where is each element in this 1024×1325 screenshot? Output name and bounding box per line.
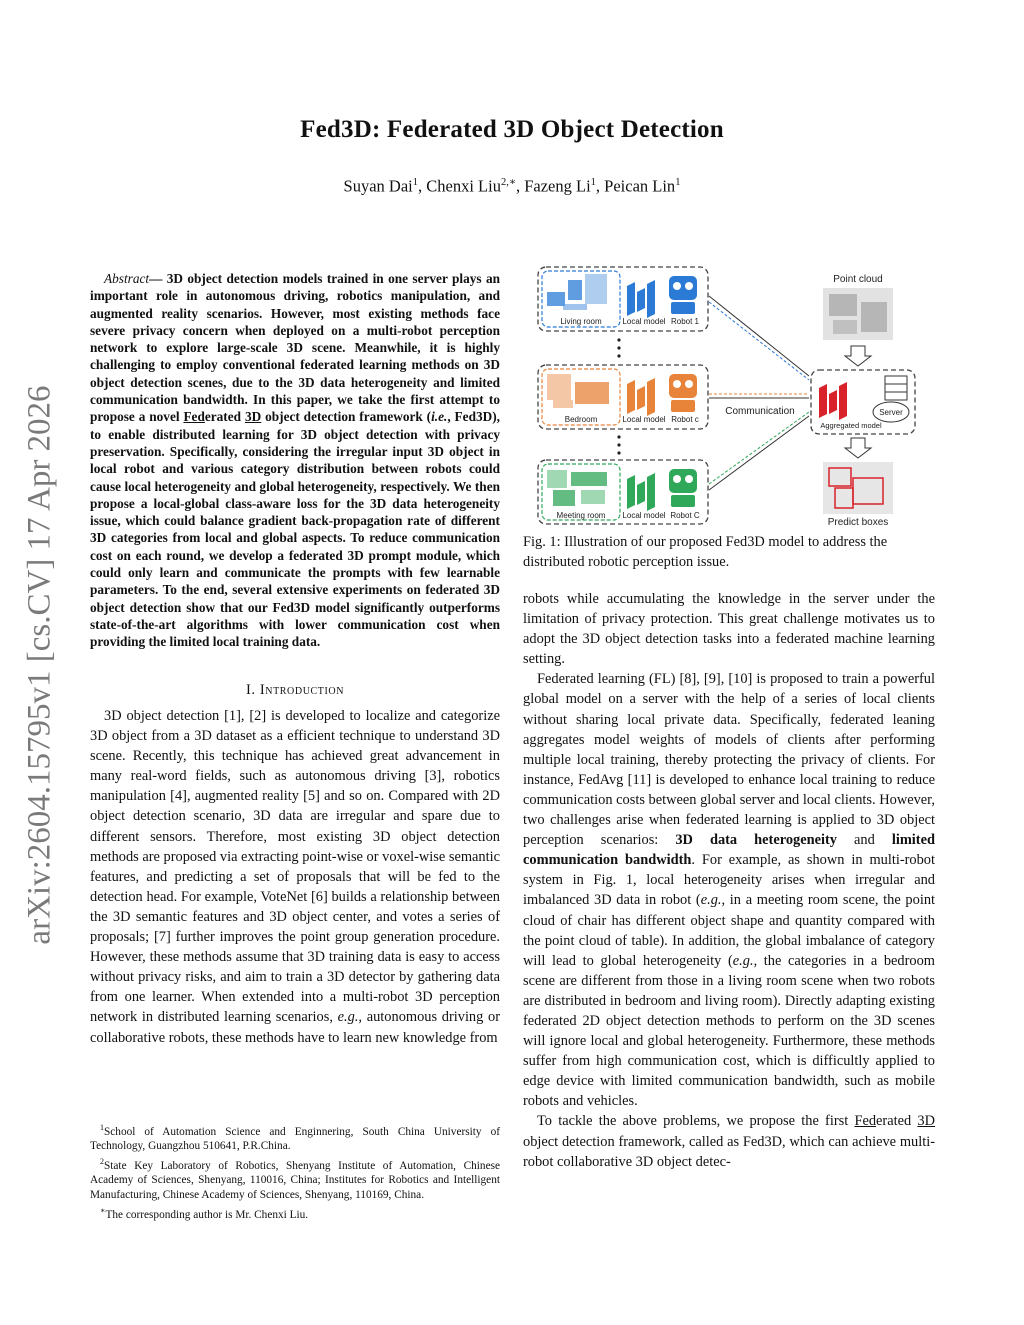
local-model-orange (627, 378, 655, 416)
right-text: , in a meeting room scene, the point cloud of chair has different object shape and quantity compared with the point cloud of table). In addition, the global imbalance of category will lead to global heterogeneity ( (523, 892, 936, 969)
author-name: Fazeng Li (524, 176, 591, 196)
intro-eg: e.g., (337, 1009, 363, 1026)
footnote (90, 1121, 500, 1154)
bold-term: limited communication bandwidth (523, 832, 935, 869)
abstract-ie: i.e. (431, 409, 448, 425)
point-cloud-image (823, 288, 893, 340)
robot-c-icon (669, 374, 697, 412)
figure-caption: Fig. 1: Illustration of our proposed Fed3D model to address the distributed robotic perception issue. (523, 534, 888, 570)
affiliation-mark: 2,∗ (500, 177, 516, 188)
intro-text-a: 3D object detection [1], [2] is developed to localize and categorize 3D object from a 3D dataset as a efficient technique to understand 3D scene. Recently, this technique has achieved great advancement in many real-word fields, such as autonomous driving [3], robotics manipulation [4], augmented reality [5] and so on. Compared with 2D object detection scenario, 3D data are irregular and spare due to different sensors. Therefore, most existing 3D object detection methods are proposed via extracting point-wise or voxel-wise semantic features, and predicting a set of proposals that will be fed to the detection head. For example, VoteNet [6] builds a relationship between the 3D semantic features and 3D object center, and votes a series of proposals; [7] further improves the point group generation procedure. However, these methods assume that 3D training data is easy to access without privacy risks, and aim to train a 3D detector by gathering data from one learner. When extended into a multi-robot 3D perception network in distributed learning scenarios, (90, 708, 501, 1026)
author-name: Peican Lin (604, 176, 676, 196)
right-text: . For example, as shown in multi-robot system in Fig. 1, local heterogeneity arises when irregular and imbalanced 3D data in robot ( (523, 852, 935, 909)
right-text: Federated learning (FL) [8], [9], [10] is proposed to train a powerful global model on a server with the help of a series of local clients without sharing local private data. Specifically, federated leaning aggregates model weights of models of clients after performing multiple local training, thereby protecting the privacy of clients. For instance, FedAvg [11] is developed to enhance local training to reduce communication costs between global server and local clients. However, two challenges arise when federated learning is applied to 3D object perception scenarios: (523, 671, 935, 849)
section-heading (90, 682, 500, 699)
footnote-mark: 1 (100, 1123, 104, 1132)
living-room-point-cloud (547, 274, 607, 310)
author-name: Chenxi Liu (426, 176, 501, 196)
footnote (90, 1204, 500, 1222)
paragraph (523, 669, 935, 1111)
label-predict-boxes: Predict boxes (827, 517, 889, 528)
bold-term: 3D data heterogeneity (675, 832, 837, 849)
arxiv-id: arXiv:2604.15795v1 [cs.CV] 17 Apr 2026 (21, 385, 58, 945)
footnote-text: State Key Laboratory of Robotics, Shenyang Institute of Automation, Chinese Academy of Sciences, Shenyang, 110016, China; Institutes for Robotics and Intelligent Manufacturing, Chinese Academy of Sciences, Shenyang, 110169, China. (90, 1159, 500, 1201)
label-server: Server (879, 408, 903, 417)
predict-boxes-image (823, 462, 893, 514)
abstract-underline-3d: 3D (244, 409, 262, 425)
label-local-model: Local model (622, 511, 666, 520)
label-meeting-room: Meeting room (556, 511, 606, 520)
right-text: erated (876, 1113, 918, 1130)
abstract-text: — 3D object detection models trained in one server plays an important role in autonomous driving, robotics manipulation, and augmented reality scenarios. However, most existing methods face severe privacy concern when deployed on a multi-robot perception network to explore large-scale 3D scene. Meanwhile, it is highly challenging to employ conventional federated learning methods on 3D object detection scenes, due to the 3D data heterogeneity and limited communication bandwidth. In this paper, we take the first attempt to propose a novel (90, 271, 500, 425)
footnotes (90, 1121, 500, 1223)
label-living-room: Living room (560, 317, 602, 326)
local-model-green (627, 473, 655, 511)
local-model-blue (627, 280, 655, 318)
right-text: and (837, 832, 892, 849)
label-local-model: Local model (622, 317, 666, 326)
footnote-mark: ∗ (100, 1205, 106, 1215)
right-text: robots while accumulating the knowledge in the server under the limitation of privacy protection. This great challenge motivates us to adopt the 3D object detection tasks into a federated machine learning setting. (523, 591, 935, 668)
italic-eg: e.g. (700, 892, 722, 909)
underline-3d: 3D (917, 1113, 935, 1130)
affiliation-mark: 1 (412, 177, 418, 188)
paragraph (90, 706, 500, 1048)
abstract-text-erated: erated (204, 409, 245, 425)
right-text: To tackle the above problems, we propose the first (537, 1113, 855, 1130)
arrow-down-icon (845, 438, 871, 458)
label-bedroom: Bedroom (564, 415, 598, 424)
paragraph (523, 589, 935, 669)
right-column (523, 589, 935, 1172)
underline-fed: Fed (854, 1113, 877, 1130)
footnote (90, 1155, 500, 1203)
bedroom-point-cloud (547, 374, 609, 408)
robot-1-icon (669, 276, 697, 314)
arrow-down-icon (845, 346, 871, 366)
right-text: object detection framework, called as Fed3D, which can achieve multi-robot collaborative 3D object detec- (523, 1133, 935, 1170)
author-name: Suyan Dai (343, 176, 413, 196)
section-title: I. Introduction (245, 682, 345, 698)
communication-links (709, 296, 809, 490)
footnote-text: School of Automation Science and Enginnering, South China University of Technology, Guangzhou 510641, P.R.China. (90, 1125, 500, 1153)
label-local-model: Local model (622, 415, 666, 424)
label-point-cloud: Point cloud (833, 274, 883, 285)
label-communication: Communication (725, 406, 795, 417)
aggregated-model-red (819, 382, 847, 420)
page-title: Fed3D: Federated 3D Object Detection (300, 116, 724, 143)
intro-paragraph (90, 706, 500, 1048)
author-list: Suyan Dai$^1$, Chenxi Liu$^{2,∗}$, Fazeng Li$^1$, Peican Lin$^1$ (343, 176, 681, 196)
label-robot-c: Robot c (671, 415, 699, 424)
robot-C-icon (669, 469, 697, 507)
meeting-room-point-cloud (547, 470, 607, 506)
italic-eg: e.g. (732, 952, 754, 969)
footnote-mark: 2 (100, 1156, 104, 1166)
affiliation-mark: 1 (590, 177, 596, 188)
figure-1 (523, 262, 935, 532)
label-robot-C: Robot C (670, 511, 700, 520)
intro-text-b: autonomous driving or collaborative robots, these methods have to learn new knowledge from (90, 1009, 501, 1046)
abstract-text-mid: object detection framework ( (261, 409, 432, 425)
abstract-label: Abstract (104, 271, 150, 286)
abstract-text-end: , Fed3D), to enable distributed learning for 3D object detection with privacy preservation. Specifically, considering the irregular input 3D object in local robot and various category distribution between robots could cause local heterogeneity and global heterogeneity, respectively. We then propose a local-global class-aware loss for the 3D data heterogeneity issue, which could balance gradient back-propagation rate of different 3D categories from local and global aspects. To reduce communication cost on each round, we develop a federated 3D prompt module, which could only learn and communicate the prompts with few learnable parameters. To the end, several extensive experiments on federated 3D object detection show that our Fed3D model significantly outperforms state-of-the-art algorithms with lower communication cost when providing the limited local training data. (90, 409, 500, 650)
footnote-text: The corresponding author is Mr. Chenxi Liu. (105, 1208, 309, 1221)
label-aggregated-model: Aggregated model (820, 421, 882, 430)
abstract-underline-fed: Fed (183, 409, 205, 425)
paragraph (523, 1111, 935, 1171)
label-robot-1: Robot 1 (670, 317, 700, 326)
abstract (90, 270, 500, 651)
right-text: , the categories in a bedroom scene are different from those in a living room scene when two robots are distributed in bedroom and living room). Directly adapting existing federated 2D object detection methods to perform on the 3D scenes will ignore local and global heterogeneity. Furthermore, these methods suffer from high communication cost, which is difficultly applied to edge device with limited communication bandwidth, such as mobile robots and vehicles. (523, 952, 935, 1110)
affiliation-mark: 1 (675, 177, 681, 188)
